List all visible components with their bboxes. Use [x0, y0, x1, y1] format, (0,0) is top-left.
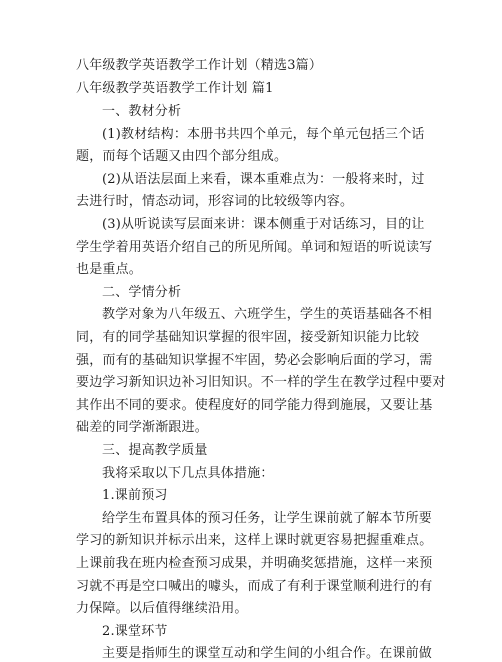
body-line: 一、教材分析	[102, 104, 182, 119]
body-line: 去进行时，情态动词，形容词的比较级等内容。	[76, 194, 354, 210]
body-line: 上课前我在班内检查预习成果，并明确奖惩措施，这样一来预	[76, 556, 433, 571]
body-line: 要边学习新知识边补习旧知识。不一样的学生在教学过程中要对	[76, 375, 446, 391]
body-line: (2)从语法层面上来看，课本重难点为：一般将来时，过	[102, 171, 425, 187]
body-line: 也是重点。	[76, 262, 143, 278]
body-line: 教学对象为八年级五、六班学生，学生的英语基础各不相	[102, 307, 433, 323]
body-line: 三、提高教学质量	[102, 443, 208, 458]
body-line: 力保障。以后值得继续沿用。	[76, 601, 248, 617]
body-line: 础差的同学渐渐跟进。	[76, 420, 209, 436]
body-line: 给学生布置具体的预习任务，让学生课前就了解本节所要	[102, 510, 433, 526]
body-line: 其作出不同的要求。使程度好的同学能力得到施展，又要让基	[76, 397, 433, 413]
body-line: (1)教材结构：本册书共四个单元，每个单元包括三个话	[102, 126, 425, 142]
body-line: 习就不再是空口喊出的噱头，而成了有利于课堂顺利进行的有	[76, 578, 433, 594]
document-title: 八年级教学英语教学工作计划（精选3篇）	[76, 58, 323, 73]
body-line: (3)从听说读写层面来讲：课本侧重于对话练习，目的让	[102, 217, 425, 232]
body-line: 1.课前预习	[102, 488, 168, 504]
body-line: 学习的新知识并标示出来，这样上课时就更容易把握重难点。	[76, 533, 433, 549]
body-line: 学生学着用英语介绍自己的所见所闻。单词和短语的听说读写	[76, 239, 433, 255]
body-line: 主要是指师生的课堂互动和学生间的小组合作。在课前做	[102, 646, 433, 662]
body-line: 2.课堂环节	[102, 623, 168, 639]
body-line: 二、学情分析	[102, 284, 182, 300]
body-line: 我将采取以下几点具体措施：	[102, 465, 274, 481]
body-line: 题，而每个话题又由四个部分组成。	[76, 149, 288, 165]
body-line: 同，有的同学基础知识掌握的很牢固，接受新知识能力比较	[76, 330, 420, 345]
body-line: 强，而有的基础知识掌握不牢固，势必会影响后面的学习，需	[76, 352, 433, 368]
document-subtitle: 八年级教学英语教学工作计划 篇1	[76, 81, 274, 96]
